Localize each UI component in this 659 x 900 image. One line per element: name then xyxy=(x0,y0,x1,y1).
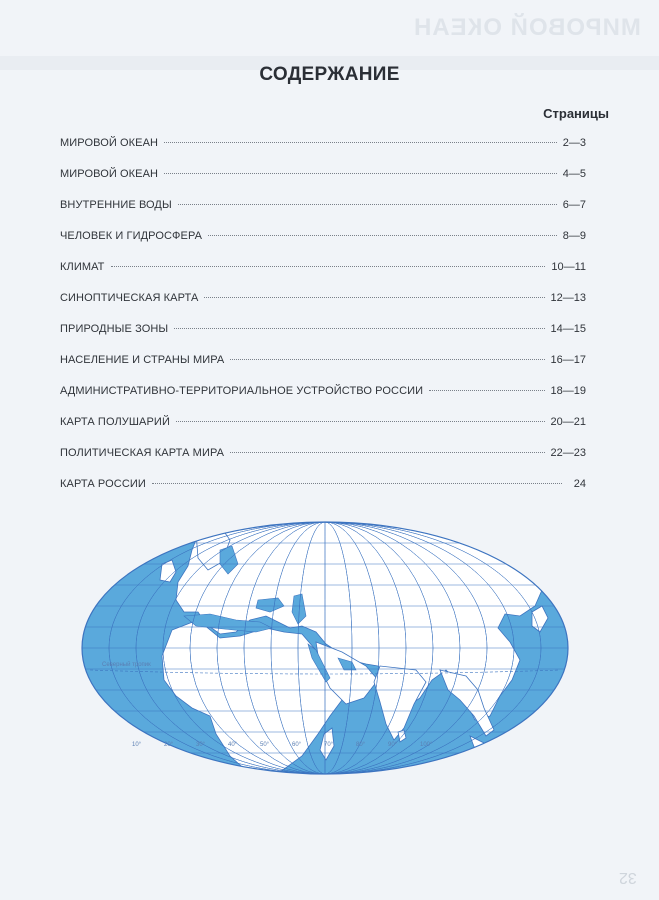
toc-title: СОДЕРЖАНИЕ xyxy=(259,64,400,85)
toc-entry[interactable] xyxy=(60,376,586,407)
dot-leader xyxy=(208,235,557,236)
toc-entry-label: МИРОВОЙ ОКЕАН xyxy=(60,137,159,149)
toc-entry-pages: 16—17 xyxy=(550,354,586,366)
toc-entry[interactable] xyxy=(60,252,586,283)
longitude-label: 60° xyxy=(292,742,302,748)
toc-entry-pages: 2—3 xyxy=(562,137,586,149)
toc-entry-pages: 20—21 xyxy=(550,416,586,428)
longitude-label: 10° xyxy=(132,742,142,748)
dot-leader xyxy=(176,421,545,422)
dot-leader xyxy=(204,297,544,298)
toc-entry-label: КАРТА ПОЛУШАРИЙ xyxy=(60,416,170,428)
world-map-svg xyxy=(80,520,570,776)
toc-entry[interactable] xyxy=(60,221,586,252)
toc-list xyxy=(60,128,586,500)
toc-entry[interactable] xyxy=(60,407,586,438)
toc-entry-label: КЛИМАТ xyxy=(60,261,105,273)
toc-entry-label: ВНУТРЕННИЕ ВОДЫ xyxy=(60,199,172,211)
dot-leader xyxy=(111,266,546,267)
toc-entry-label: ПРИРОДНЫЕ ЗОНЫ xyxy=(60,323,169,335)
dot-leader xyxy=(230,452,544,453)
toc-entry[interactable] xyxy=(60,190,586,221)
bleed-through-header: МИРОВОЙ ОКЕАН xyxy=(413,14,641,41)
longitude-label: 50° xyxy=(260,742,270,748)
toc-entry-pages: 18—19 xyxy=(550,385,586,397)
toc-entry-label: ПОЛИТИЧЕСКАЯ КАРТА МИРА xyxy=(60,447,225,459)
longitude-label: 30° xyxy=(196,742,206,748)
toc-entry-label: ЧЕЛОВЕК И ГИДРОСФЕРА xyxy=(60,230,203,242)
world-map-illustration xyxy=(80,520,570,776)
toc-entry-pages: 22—23 xyxy=(550,447,586,459)
toc-entry[interactable] xyxy=(60,283,586,314)
toc-entry-label: АДМИНИСТРАТИВНО-ТЕРРИТОРИАЛЬНОЕ УСТРОЙСТВО РОССИИ xyxy=(60,385,424,397)
toc-entry[interactable] xyxy=(60,469,586,500)
toc-entry[interactable] xyxy=(60,128,586,159)
dot-leader xyxy=(429,390,544,391)
longitude-label: 70° xyxy=(324,742,334,748)
toc-entry-pages: 24 xyxy=(573,478,586,490)
toc-entry-pages: 6—7 xyxy=(562,199,586,211)
toc-entry-pages: 12—13 xyxy=(550,292,586,304)
toc-entry[interactable] xyxy=(60,159,586,190)
dot-leader xyxy=(230,359,544,360)
toc-entry-pages: 10—11 xyxy=(551,261,586,273)
toc-entry[interactable] xyxy=(60,314,586,345)
dot-leader xyxy=(174,328,544,329)
toc-entry-pages: 8—9 xyxy=(562,230,586,242)
toc-entry-pages: 4—5 xyxy=(562,168,586,180)
toc-entry[interactable] xyxy=(60,438,586,469)
longitude-label: 100° xyxy=(420,742,433,748)
longitude-label: 80° xyxy=(356,742,366,748)
pages-column-header: Страницы xyxy=(543,106,609,121)
dot-leader xyxy=(164,142,557,143)
toc-entry-pages: 14—15 xyxy=(550,323,586,335)
toc-entry-label: МИРОВОЙ ОКЕАН xyxy=(60,168,159,180)
dot-leader xyxy=(152,483,562,484)
toc-entry-label: НАСЕЛЕНИЕ И СТРАНЫ МИРА xyxy=(60,354,225,366)
dot-leader xyxy=(164,173,557,174)
toc-entry-label: СИНОПТИЧЕСКАЯ КАРТА xyxy=(60,292,199,304)
tropic-label: Северный тропик xyxy=(102,662,151,668)
dot-leader xyxy=(178,204,557,205)
toc-entry-label: КАРТА РОССИИ xyxy=(60,478,146,490)
bleed-through-page-number: 32 xyxy=(619,869,637,886)
longitude-label: 90° xyxy=(388,742,398,748)
longitude-label: 20° xyxy=(164,742,174,748)
longitude-label: 40° xyxy=(228,742,238,748)
toc-entry[interactable] xyxy=(60,345,586,376)
